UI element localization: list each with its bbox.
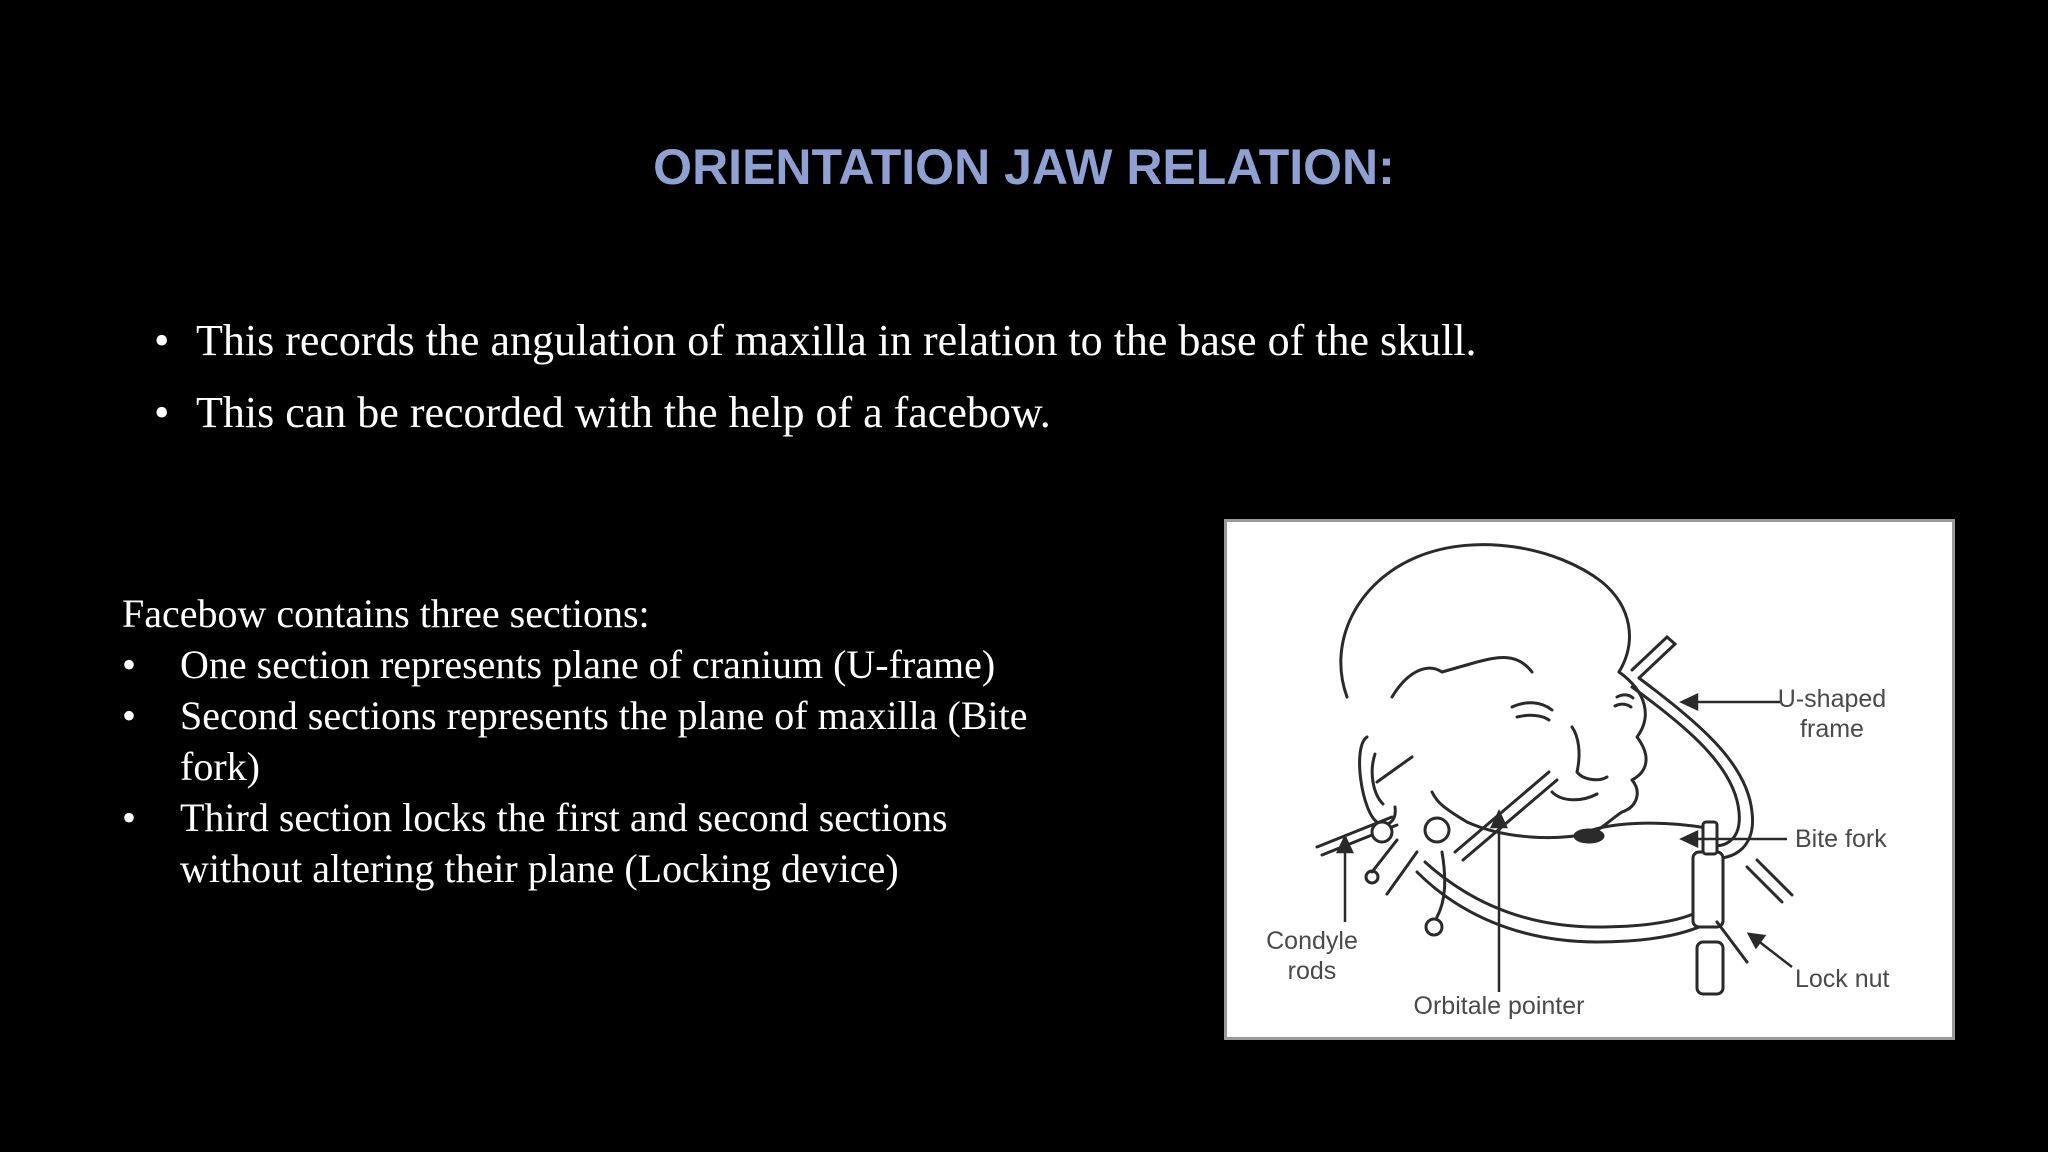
section-item [122, 792, 1180, 894]
main-bullet-list [154, 305, 1477, 449]
bullet-dot: • [122, 795, 137, 840]
label-lock-nut: Lock nut [1795, 965, 1890, 993]
label-condyle-line1: Condyle [1266, 927, 1358, 955]
section-item [122, 639, 1180, 690]
facebow-sections [122, 588, 1122, 894]
label-orbitale-pointer: Orbitale pointer [1413, 992, 1585, 1020]
bullet-dot: • [122, 693, 137, 738]
bullet-item [154, 305, 1477, 377]
section-item [122, 690, 1180, 792]
section-text: Third section locks the first and second sections without altering their plane (Locking device) [180, 795, 948, 891]
bullet-dot: • [122, 642, 137, 687]
sections-heading: Facebow contains three sections: [122, 591, 650, 636]
section-text: Second sections represents the plane of maxilla (Bite fork) [180, 693, 1028, 789]
sections-list [122, 639, 1122, 894]
bullet-dot: • [154, 388, 170, 437]
label-u-frame-line2: frame [1800, 715, 1864, 743]
head-outline [1341, 545, 1646, 838]
label-u-frame-line1: U-shaped [1777, 685, 1887, 713]
slide-title: ORIENTATION JAW RELATION: [653, 139, 1395, 195]
facebow-diagram [1224, 519, 1955, 1040]
bullet-item [154, 377, 1477, 449]
label-bite-fork: Bite fork [1795, 825, 1887, 853]
label-condyle-line2: rods [1287, 957, 1337, 985]
facebow-illustration [1227, 522, 1952, 1037]
condyle-rods [1317, 757, 1449, 935]
section-text: One section represents plane of cranium (U-frame) [180, 642, 996, 687]
bullet-text: This can be recorded with the help of a facebow. [196, 388, 1051, 437]
bullet-text: This records the angulation of maxilla in relation to the base of the skull. [196, 316, 1477, 365]
bullet-dot: • [154, 316, 170, 365]
orbitale-pointer [1455, 772, 1557, 860]
